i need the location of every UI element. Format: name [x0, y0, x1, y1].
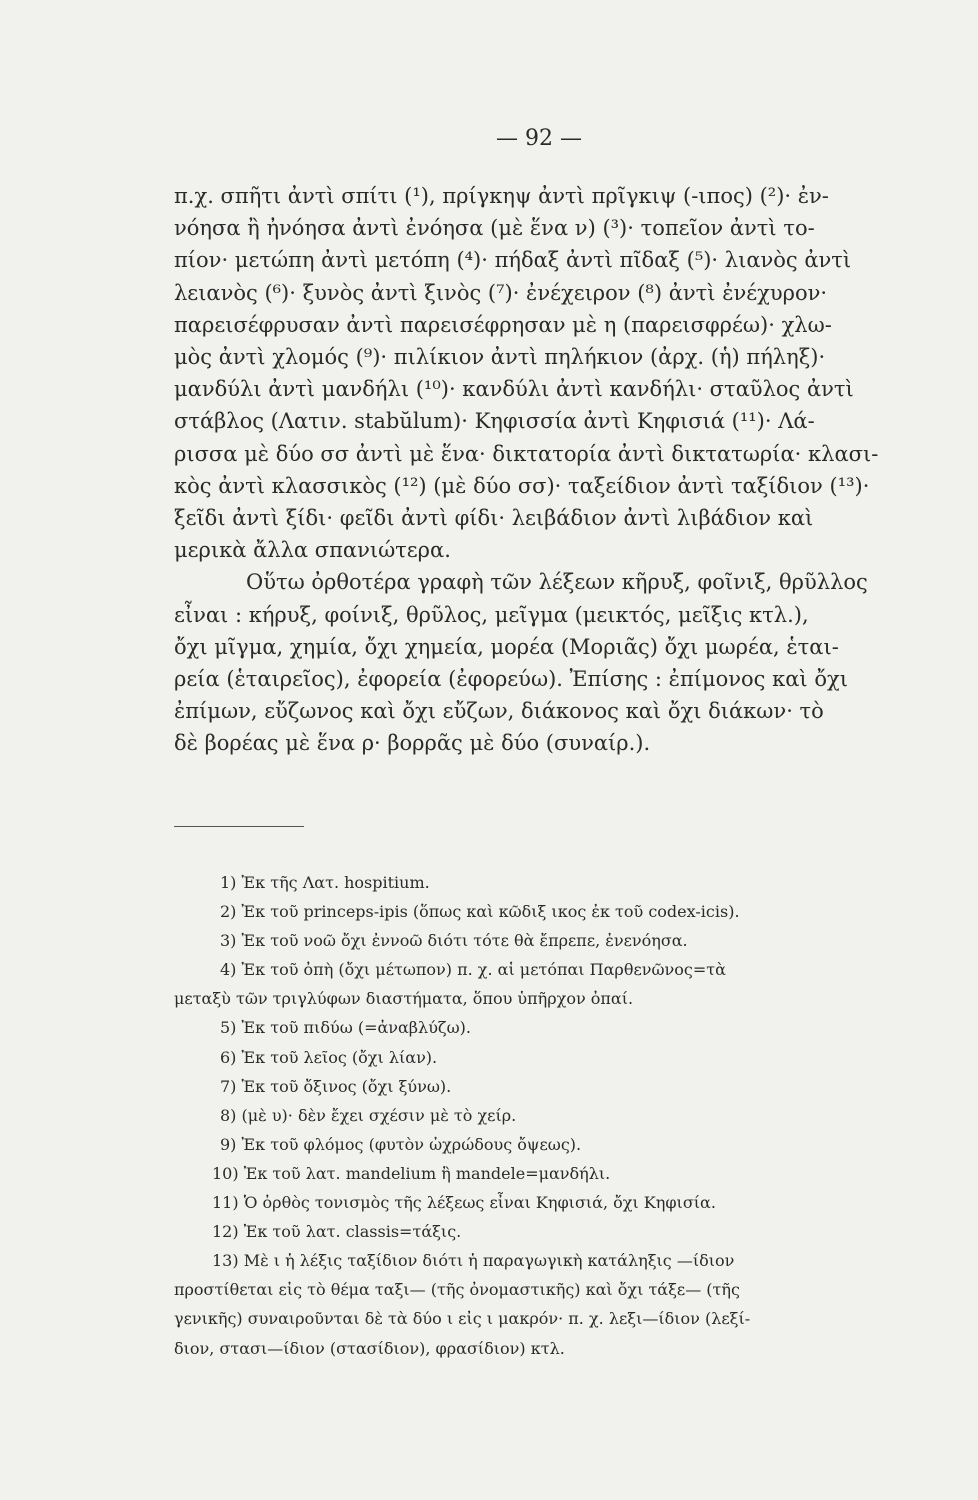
body-line: ξεῖδι ἀντὶ ξίδι· φεῖδι ἀντὶ φίδι· λειβάδιον ἀντὶ λιβάδιον καὶ	[174, 506, 814, 531]
body-line: ἐπίμων, εὔζωνος καὶ ὄχι εὔζων, διάκονος καὶ ὄχι διάκων· τὸ	[174, 699, 824, 724]
footnote-continuation: γενικῆς) συναιροῦνται δὲ τὰ δύο ι εἰς ι μακρόν· π. χ. λεξι—ίδιον (λεξί-	[174, 1309, 751, 1329]
body-text	[174, 180, 909, 760]
body-line: μανδύλι ἀντὶ μανδήλι (¹⁰)· κανδύλι ἀντὶ κανδήλι· σταῦλος ἀντὶ	[174, 377, 854, 402]
footnote: 12) Ἐκ τοῦ λατ. classis=τάξις.	[212, 1222, 462, 1242]
footnote: 10) Ἐκ τοῦ λατ. mandelium ἢ mandele=μανδήλι.	[212, 1163, 611, 1183]
body-line: εἶναι : κήρυξ, φοίνιξ, θρῦλος, μεῖγμα (μεικτός, μεῖξις κτλ.),	[174, 602, 809, 627]
footnote-continuation: προστίθεται εἰς τὸ θέμα ταξι— (τῆς ὀνομαστικῆς) καὶ ὄχι τάξε— (τῆς	[174, 1280, 740, 1300]
body-line: νόησα ἢ ἠνόησα ἀντὶ ἐνόησα (μὲ ἕνα ν) (³)· τοπεῖον ἀντὶ το-	[174, 216, 815, 241]
body-line: ρισσα μὲ δύο σσ ἀντὶ μὲ ἕνα· δικτατορία ἀντὶ δικτατωρία· κλασι-	[174, 441, 879, 466]
footnote: 4) Ἐκ τοῦ ὀπὴ (ὄχι μέτωπον) π. χ. αἱ μετόπαι Παρθενῶνος=τὰ	[220, 960, 726, 980]
footnote: 13) Μὲ ι ἡ λέξις ταξίδιον διότι ἡ παραγωγικὴ κατάληξις —ίδιον	[212, 1251, 735, 1271]
body-line: Οὕτω ὀρθοτέρα γραφὴ τῶν λέξεων κῆρυξ, φοῖνιξ, θρῦλλος	[246, 570, 868, 595]
page-number: — 92 —	[496, 126, 582, 151]
body-line: πίον· μετώπη ἀντὶ μετόπη (⁴)· πήδαξ ἀντὶ πῖδαξ (⁵)· λιανὸς ἀντὶ	[174, 248, 852, 273]
footnote: 9) Ἐκ τοῦ φλόμος (φυτὸν ὠχρώδους ὄψεως).	[220, 1134, 582, 1154]
footnote: 2) Ἐκ τοῦ princeps-ipis (ὅπως καὶ κῶδιξ ικος ἐκ τοῦ codex-icis).	[220, 902, 740, 922]
body-line: κὸς ἀντὶ κλασσικὸς (¹²) (μὲ δύο σσ)· ταξείδιον ἀντὶ ταξίδιον (¹³)·	[174, 473, 870, 498]
body-line: μερικὰ ἄλλα σπανιώτερα.	[174, 538, 451, 563]
footnote: 1) Ἐκ τῆς Λατ. hospitium.	[220, 873, 430, 892]
footnote: 11) Ὁ ὀρθὸς τονισμὸς τῆς λέξεως εἶναι Κηφισιά, ὄχι Κηφισία.	[212, 1193, 716, 1213]
body-line: ρεία (ἑταιρεῖος), ἐφορεία (ἐφορεύω). Ἐπίσης : ἐπίμονος καὶ ὄχι	[174, 667, 848, 692]
footnote-continuation: μεταξὺ τῶν τριγλύφων διαστήματα, ὅπου ὑπῆρχον ὀπαί.	[174, 989, 634, 1009]
footnotes	[174, 868, 909, 1363]
footnote-continuation: διον, στασι—ίδιον (στασίδιον), φρασίδιον) κτλ.	[174, 1338, 565, 1358]
body-line: ὄχι μῖγμα, χημία, ὄχι χημεία, μορέα (Μοριᾶς) ὄχι μωρέα, ἑται-	[174, 634, 839, 659]
body-line: π.χ. σπῆτι ἀντὶ σπίτι (¹), πρίγκηψ ἀντὶ πρῖγκιψ (-ιπος) (²)· ἐν-	[174, 184, 829, 208]
body-line: στάβλος (Λατιν. stabŭlum)· Κηφισσία ἀντὶ Κηφισιά (¹¹)· Λά-	[174, 409, 815, 434]
footnote-divider	[174, 826, 304, 827]
footnote: 7) Ἐκ τοῦ ὄξινος (ὄχι ξύνω).	[220, 1076, 452, 1096]
body-line: μὸς ἀντὶ χλομός (⁹)· πιλίκιον ἀντὶ πηλήκιον (ἀρχ. (ἡ) πήληξ)·	[174, 345, 826, 370]
footnote: 3) Ἐκ τοῦ νοῶ ὄχι ἐννοῶ διότι τότε θὰ ἔπρεπε, ἐνενόησα.	[220, 931, 688, 951]
body-line: παρεισέφρυσαν ἀντὶ παρεισέφρησαν μὲ η (παρεισφρέω)· χλω-	[174, 312, 832, 337]
footnote: 5) Ἐκ τοῦ πιδύω (=ἀναβλύζω).	[220, 1018, 471, 1038]
footnote: 8) (μὲ υ)· δὲν ἔχει σχέσιν μὲ τὸ χείρ.	[220, 1105, 517, 1125]
body-line: λειανὸς (⁶)· ξυνὸς ἀντὶ ξινὸς (⁷)· ἐνέχειρον (⁸) ἀντὶ ἐνέχυρον·	[174, 280, 828, 305]
body-line: δὲ βορέας μὲ ἕνα ρ· βορρᾶς μὲ δύο (συναίρ.).	[174, 731, 651, 756]
footnote: 6) Ἐκ τοῦ λεῖος (ὄχι λίαν).	[220, 1047, 438, 1067]
